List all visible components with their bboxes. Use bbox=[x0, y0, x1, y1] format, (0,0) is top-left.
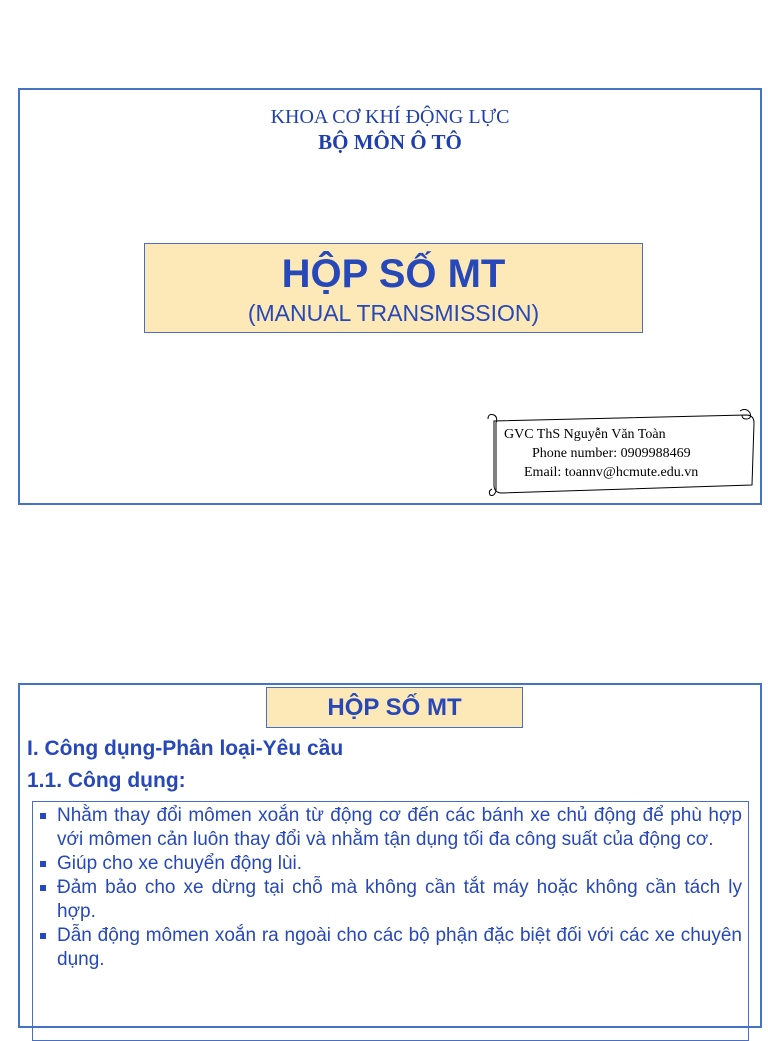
section-heading: I. Công dụng-Phân loại-Yêu cầu bbox=[27, 737, 344, 760]
slide-subtitle: (MANUAL TRANSMISSION) bbox=[247, 300, 540, 326]
author-scroll bbox=[484, 409, 756, 499]
content-box bbox=[32, 801, 749, 1041]
list-item: Đảm bảo cho xe dừng tại chỗ mà không cần tắt máy hoặc không cần tách ly hợp. bbox=[57, 876, 742, 924]
list-item: Dẫn động mômen xoắn ra ngoài cho các bộ phận đặc biệt đối với các xe chuyên dụng. bbox=[57, 924, 742, 972]
division-name: BỘ MÔN Ô TÔ bbox=[318, 130, 462, 154]
author-name: GVC ThS Nguyễn Văn Toàn bbox=[504, 427, 666, 442]
title-slide bbox=[18, 88, 762, 505]
bullet-icon bbox=[40, 885, 46, 891]
author-phone: Phone number: 0909988469 bbox=[532, 446, 691, 461]
title-box bbox=[144, 243, 643, 333]
bullet-list bbox=[33, 802, 748, 972]
slide-header: HỘP SỐ MT bbox=[266, 687, 523, 728]
list-item: Giúp cho xe chuyển động lùi. bbox=[57, 852, 742, 876]
department-name: KHOA CƠ KHÍ ĐỘNG LỰC bbox=[270, 106, 510, 128]
subsection-heading: 1.1. Công dụng: bbox=[27, 769, 186, 792]
content-slide bbox=[18, 683, 762, 1028]
slide-title: HỘP SỐ MT bbox=[281, 252, 506, 296]
bullet-icon bbox=[40, 861, 46, 867]
bullet-icon bbox=[40, 813, 46, 819]
list-item: Nhằm thay đổi mômen xoắn từ động cơ đến các bánh xe chủ động để phù hợp với mômen cản luôn thay đổi và nhằm tận dụng tối đa công suất của động cơ. bbox=[57, 804, 742, 852]
author-email: Email: toannv@hcmute.edu.vn bbox=[524, 465, 699, 480]
bullet-icon bbox=[40, 933, 46, 939]
